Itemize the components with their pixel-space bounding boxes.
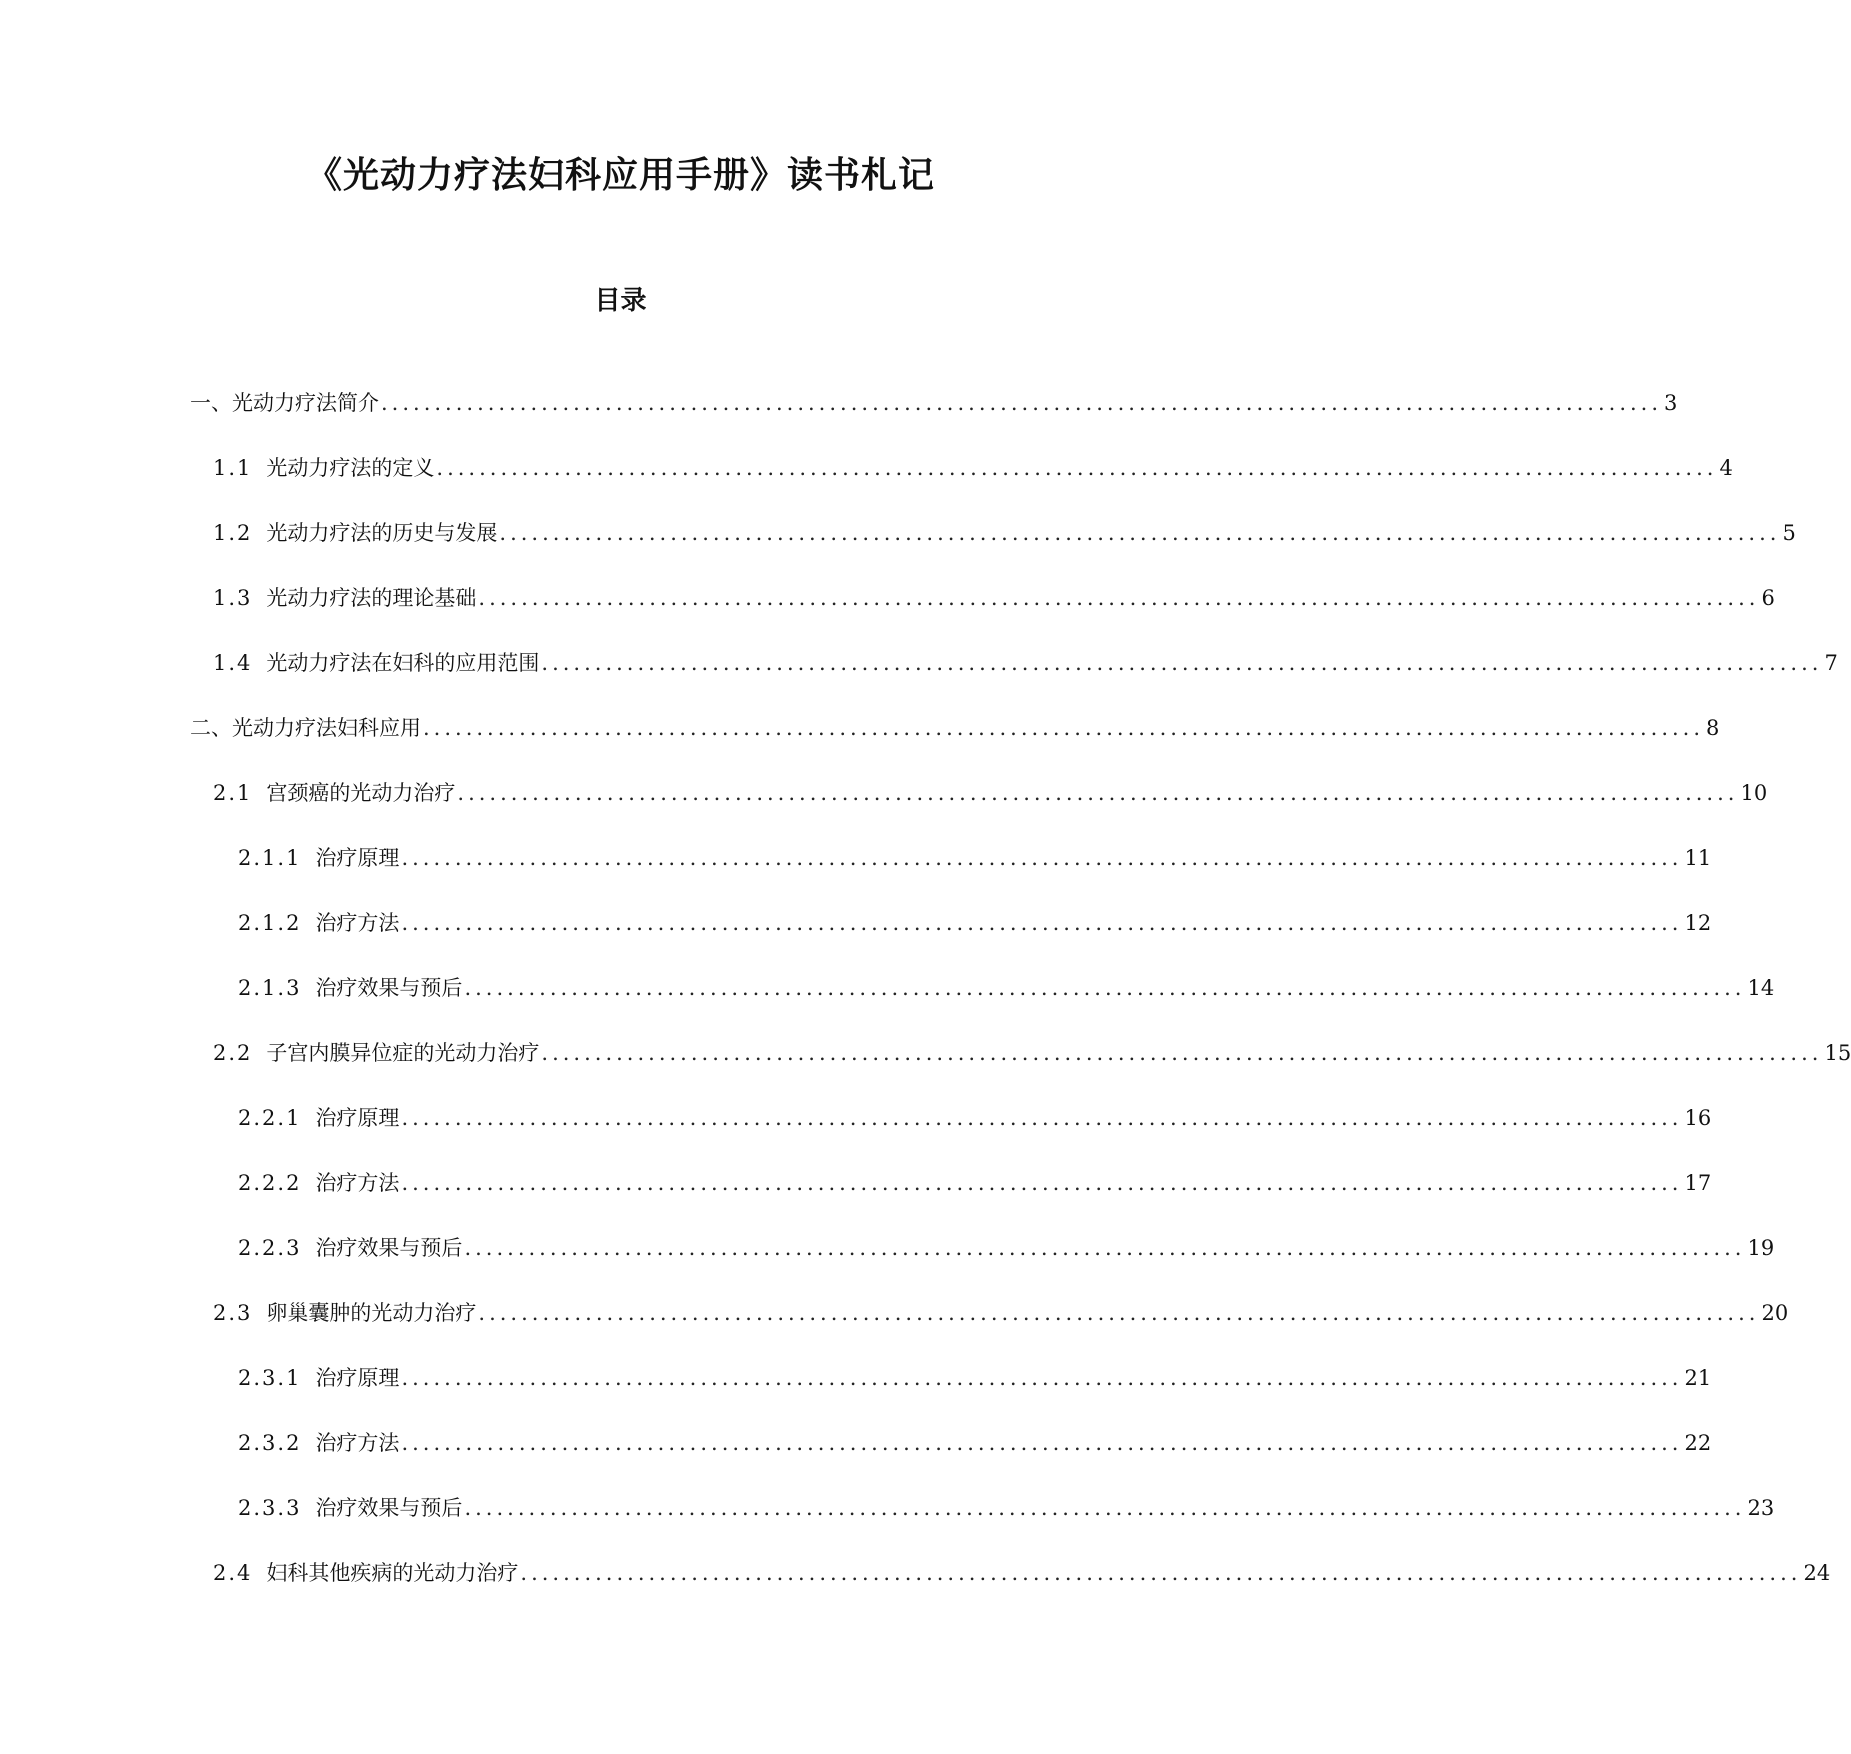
toc-entry-label: 治疗效果与预后 (315, 976, 463, 1000)
toc-entry-1-2[interactable] (0, 516, 1796, 581)
toc-entry-2-1-2[interactable] (0, 906, 1712, 971)
toc-entry-2-1-1[interactable] (0, 841, 1712, 906)
toc-entry-page: 10 (1740, 781, 1768, 805)
toc-entry-label: 治疗方法 (315, 911, 400, 935)
dot-leader: ........................................................................................................................ (478, 586, 1760, 610)
toc-entry-number: 2.3.3 (238, 1496, 302, 1520)
toc-entry-2-3[interactable] (0, 1296, 1789, 1361)
toc-entry-number: 2.3.1 (238, 1366, 302, 1390)
dot-leader: ........................................................................................................................ (401, 1431, 1683, 1455)
toc-entry-number: 2.2.2 (238, 1171, 302, 1195)
toc-entry-number: 1.2 (213, 521, 253, 545)
dot-leader: ........................................................................................................................ (436, 456, 1718, 480)
toc-entry-page: 23 (1747, 1496, 1775, 1520)
dot-leader: ........................................................................................................................ (541, 651, 1823, 675)
toc-heading: 目录 (594, 286, 647, 316)
dot-leader: ........................................................................................................................ (457, 781, 1739, 805)
toc-entry-1[interactable] (0, 386, 1678, 451)
toc-entry-number: 二、 (190, 716, 232, 740)
toc-entry-number: 2.1.2 (238, 911, 302, 935)
toc-entry-2[interactable] (0, 711, 1720, 776)
toc-entry-number: 2.4 (213, 1561, 253, 1585)
toc-entry-number: 1.3 (213, 586, 253, 610)
dot-leader: ........................................................................................................................ (464, 1236, 1746, 1260)
toc-entry-number: 2.2.3 (238, 1236, 302, 1260)
toc-entry-1-4[interactable] (0, 646, 1838, 711)
toc-entry-label: 治疗原理 (315, 1106, 400, 1130)
toc-entry-2-2-1[interactable] (0, 1101, 1712, 1166)
dot-leader: ........................................................................................................................ (499, 521, 1781, 545)
toc-entry-number: 2.1.3 (238, 976, 302, 1000)
toc-entry-2-2[interactable] (0, 1036, 1851, 1101)
toc-entry-2-1-3[interactable] (0, 971, 1775, 1036)
toc-entry-page: 12 (1684, 911, 1712, 935)
toc-entry-page: 5 (1782, 521, 1796, 545)
toc-entry-label: 治疗效果与预后 (315, 1236, 463, 1260)
toc-entry-page: 16 (1684, 1106, 1712, 1130)
toc-entry-label: 光动力疗法在妇科的应用范围 (266, 651, 540, 675)
toc-entry-page: 21 (1684, 1366, 1712, 1390)
toc-entry-label: 卵巢囊肿的光动力治疗 (266, 1301, 477, 1325)
toc-entry-2-3-1[interactable] (0, 1361, 1712, 1426)
dot-leader: ........................................................................................................................ (401, 846, 1683, 870)
toc-entry-1-1[interactable] (0, 451, 1733, 516)
toc-entry-page: 4 (1719, 456, 1733, 480)
dot-leader: ........................................................................................................................ (541, 1041, 1823, 1065)
dot-leader: ........................................................................................................................ (520, 1561, 1802, 1585)
dot-leader: ........................................................................................................................ (478, 1301, 1760, 1325)
table-of-contents (0, 386, 1851, 1621)
toc-entry-page: 20 (1761, 1301, 1789, 1325)
toc-entry-page: 14 (1747, 976, 1775, 1000)
toc-entry-2-1[interactable] (0, 776, 1768, 841)
toc-entry-label: 治疗原理 (315, 1366, 400, 1390)
toc-entry-1-3[interactable] (0, 581, 1775, 646)
dot-leader: ........................................................................................................................ (423, 716, 1705, 740)
toc-entry-number: 1.1 (213, 456, 253, 480)
toc-entry-label: 光动力疗法的理论基础 (266, 586, 477, 610)
toc-entry-page: 24 (1803, 1561, 1831, 1585)
toc-entry-page: 3 (1664, 391, 1678, 415)
toc-entry-page: 8 (1706, 716, 1720, 740)
toc-entry-number: 2.2.1 (238, 1106, 302, 1130)
toc-entry-2-4[interactable] (0, 1556, 1831, 1621)
toc-entry-number: 2.1 (213, 781, 253, 805)
toc-entry-label: 光动力疗法的定义 (266, 456, 435, 480)
dot-leader: ........................................................................................................................ (464, 1496, 1746, 1520)
toc-entry-2-3-3[interactable] (0, 1491, 1775, 1556)
dot-leader: ........................................................................................................................ (401, 1366, 1683, 1390)
toc-entry-number: 1.4 (213, 651, 253, 675)
toc-entry-2-3-2[interactable] (0, 1426, 1712, 1491)
toc-entry-page: 11 (1684, 846, 1712, 870)
toc-entry-2-2-2[interactable] (0, 1166, 1712, 1231)
dot-leader: ........................................................................................................................ (401, 1106, 1683, 1130)
dot-leader: ........................................................................................................................ (401, 911, 1683, 935)
toc-entry-label: 光动力疗法妇科应用 (232, 716, 421, 740)
toc-entry-page: 6 (1761, 586, 1775, 610)
toc-entry-label: 治疗方法 (315, 1171, 400, 1195)
toc-entry-label: 光动力疗法的历史与发展 (266, 521, 498, 545)
toc-entry-page: 15 (1824, 1041, 1851, 1065)
toc-entry-page: 19 (1747, 1236, 1775, 1260)
toc-entry-label: 妇科其他疾病的光动力治疗 (266, 1561, 519, 1585)
toc-entry-number: 2.1.1 (238, 846, 302, 870)
toc-entry-label: 子宫内膜异位症的光动力治疗 (266, 1041, 540, 1065)
toc-entry-label: 光动力疗法简介 (232, 391, 379, 415)
document-title: 《光动力疗法妇科应用手册》读书札记 (305, 154, 935, 196)
toc-entry-number: 2.3 (213, 1301, 253, 1325)
toc-entry-number: 一、 (190, 391, 232, 415)
toc-entry-page: 17 (1684, 1171, 1712, 1195)
toc-entry-label: 治疗效果与预后 (315, 1496, 463, 1520)
toc-entry-number: 2.2 (213, 1041, 253, 1065)
toc-entry-label: 治疗方法 (315, 1431, 400, 1455)
dot-leader: ........................................................................................................................ (381, 391, 1663, 415)
dot-leader: ........................................................................................................................ (401, 1171, 1683, 1195)
toc-entry-number: 2.3.2 (238, 1431, 302, 1455)
toc-entry-label: 治疗原理 (315, 846, 400, 870)
toc-entry-page: 7 (1824, 651, 1838, 675)
toc-entry-label: 宫颈癌的光动力治疗 (266, 781, 456, 805)
toc-entry-2-2-3[interactable] (0, 1231, 1775, 1296)
dot-leader: ........................................................................................................................ (464, 976, 1746, 1000)
toc-entry-page: 22 (1684, 1431, 1712, 1455)
